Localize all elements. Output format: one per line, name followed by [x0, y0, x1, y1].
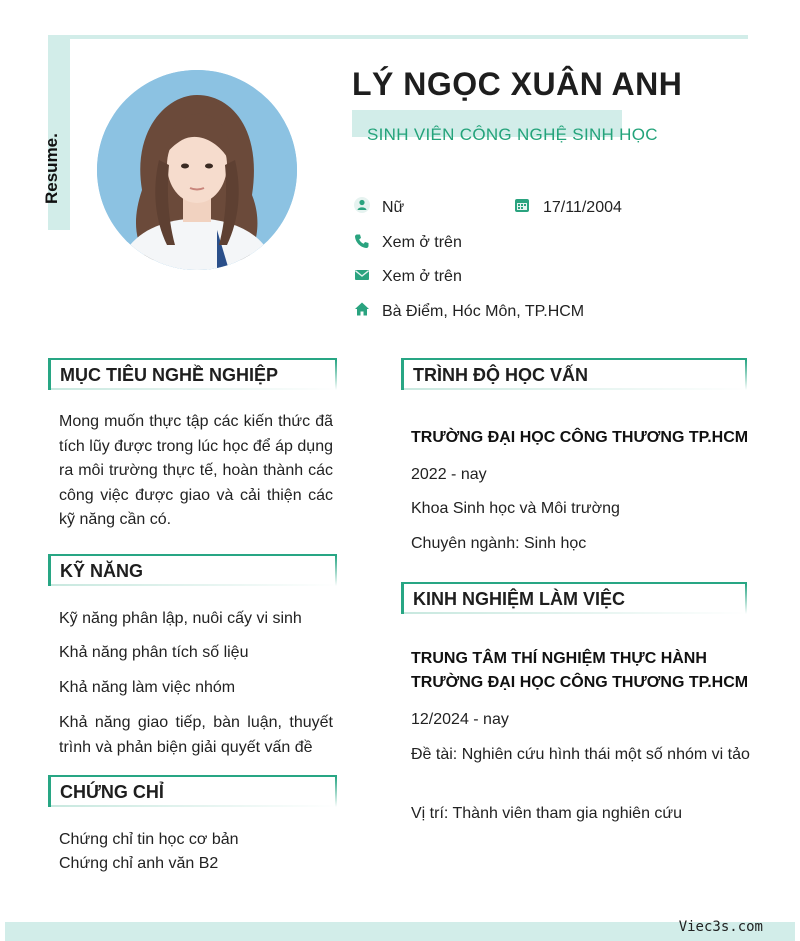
- experience-position: Vị trí: Thành viên tham gia nghiên cứu: [411, 805, 683, 822]
- objective-text: Mong muốn thực tập các kiến thức đã tích lũy được trong lúc học để áp dụng ra môi trường thực tế, hoàn thành các công việc được giao và cải thiện các kỹ năng cần có.: [59, 413, 333, 528]
- footer-bar: [5, 922, 795, 941]
- skill-item: Khả năng phân tích số liệu: [59, 644, 249, 661]
- education-faculty: Khoa Sinh học và Môi trường: [411, 500, 620, 517]
- objective-header: MỤC TIÊU NGHỀ NGHIỆP: [48, 358, 337, 390]
- skill-item: Kỹ năng phân lập, nuôi cấy vi sinh: [59, 610, 302, 627]
- phone-value: Xem ở trên: [382, 234, 462, 251]
- skill-item: Khả năng giao tiếp, bàn luận, thuyết trình và phản biện giải quyết vấn đề: [59, 714, 333, 756]
- phone-icon: [354, 233, 370, 249]
- skill-item: Khả năng làm việc nhóm: [59, 679, 236, 696]
- certificate-item: Chứng chỉ anh văn B2: [59, 855, 219, 872]
- experience-period: 12/2024 - nay: [411, 711, 509, 728]
- school-name: TRƯỜNG ĐẠI HỌC CÔNG THƯƠNG TP.HCM: [411, 429, 749, 446]
- full-name: LÝ NGỌC XUÂN ANH: [352, 66, 683, 102]
- footer-brand: Viec3s.com: [678, 919, 763, 935]
- education-major: Chuyên ngành: Sinh học: [411, 535, 587, 552]
- experience-org-line2: TRƯỜNG ĐẠI HỌC CÔNG THƯƠNG TP.HCM: [411, 674, 749, 691]
- user-icon: [354, 197, 370, 213]
- skills-header: KỸ NĂNG: [48, 554, 337, 586]
- experience-topic: Đề tài: Nghiên cứu hình thái một số nhóm vi tảo: [411, 746, 750, 763]
- experience-org-line1: TRUNG TÂM THÍ NGHIỆM THỰC HÀNH: [411, 650, 707, 667]
- email-value: Xem ở trên: [382, 268, 462, 285]
- top-divider: [48, 35, 748, 39]
- resume-label: Resume.: [42, 133, 61, 204]
- home-icon: [354, 301, 370, 317]
- email-icon: [354, 267, 370, 283]
- experience-header: KINH NGHIỆM LÀM VIỆC: [401, 582, 747, 614]
- address-value: Bà Điểm, Hóc Môn, TP.HCM: [382, 303, 585, 320]
- certificates-header: CHỨNG CHỈ: [48, 775, 337, 807]
- education-header: TRÌNH ĐỘ HỌC VẤN: [401, 358, 747, 390]
- dob-value: 17/11/2004: [543, 199, 622, 216]
- certificate-item: Chứng chỉ tin học cơ bản: [59, 831, 239, 848]
- education-period: 2022 - nay: [411, 466, 487, 483]
- avatar: [97, 70, 297, 270]
- gender-value: Nữ: [382, 199, 405, 216]
- job-title: SINH VIÊN CÔNG NGHỆ SINH HỌC: [367, 125, 658, 144]
- calendar-icon: [514, 197, 530, 213]
